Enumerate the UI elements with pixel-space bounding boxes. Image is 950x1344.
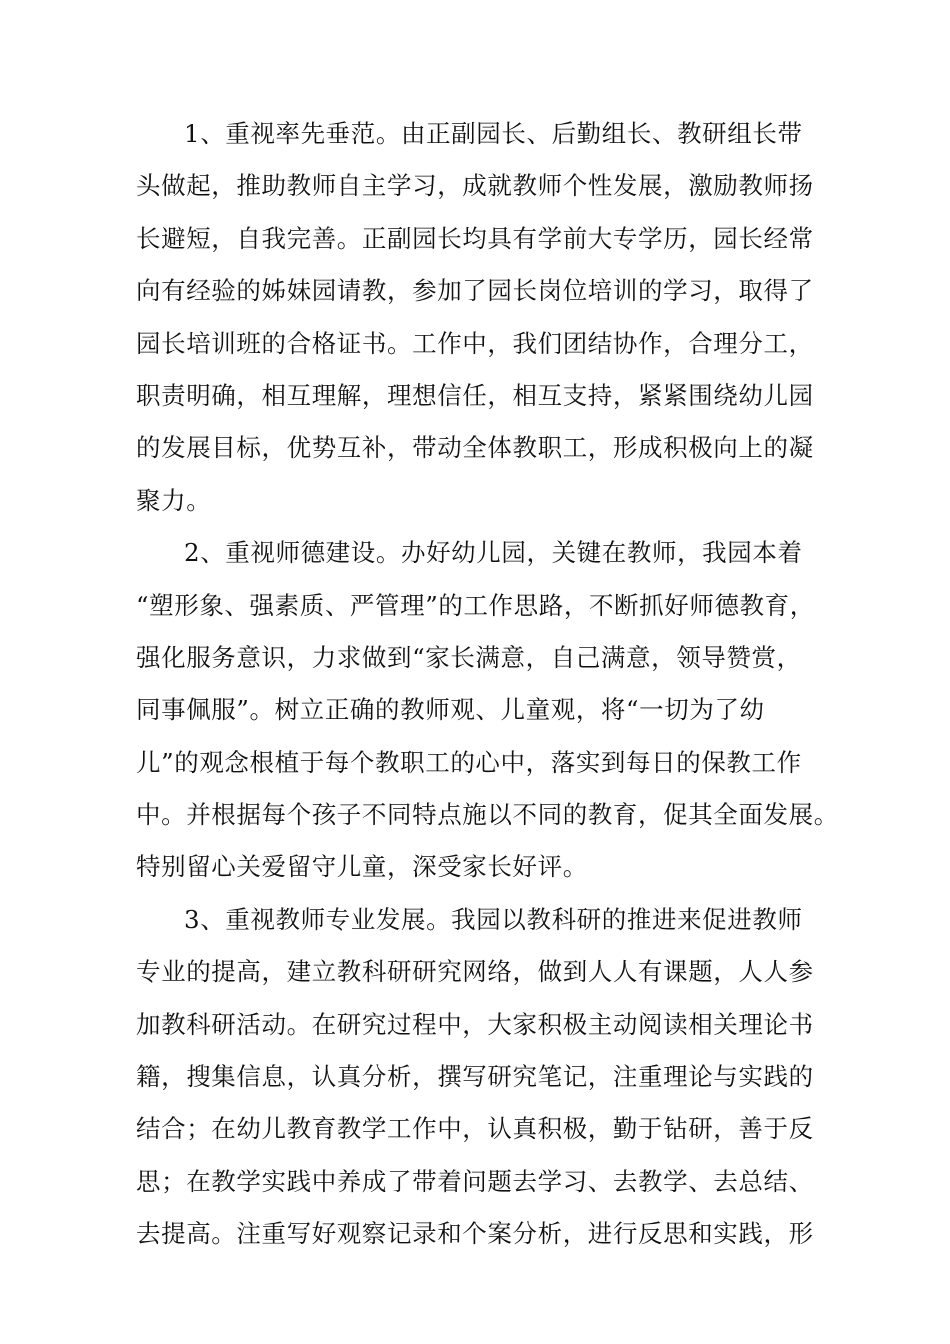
paragraph-line: 园长培训班的合格证书。工作中，我们团结协作，合理分工， [136,328,814,358]
paragraph-line: 特别留心关爱留守儿童，深受家长好评。 [136,852,588,882]
paragraph-line: 职责明确，相互理解，理想信任，相互支持，紧紧围绕幼儿园 [136,380,814,410]
paragraph-3 [136,894,856,1261]
paragraph-line: 加教科研活动。在研究过程中，大家积极主动阅读相关理论书 [136,1009,814,1039]
paragraph-line: 强化服务意识，力求做到“家长满意，自己满意，领导赞赏， [136,642,802,672]
document-body [136,108,856,1261]
paragraph-line: 长避短，自我完善。正副园长均具有学前大专学历，园长经常 [136,223,814,253]
paragraph-line: 2、重视师德建设。办好幼儿园，关键在教师，我园本着 [184,538,803,568]
paragraph-line: 儿”的观念根植于每个教职工的心中，落实到每日的保教工作 [136,747,802,777]
paragraph-line: 思；在教学实践中养成了带着问题去学习、去教学、去总结、 [136,1166,814,1196]
paragraph-line: 中。并根据每个孩子不同特点施以不同的教育，促其全面发展。 [136,800,839,830]
paragraph-line: 1、重视率先垂范。由正副园长、后勤组长、教研组长带 [184,119,803,148]
paragraph-line: 向有经验的姊妹园请教，参加了园长岗位培训的学习，取得了 [136,276,814,306]
paragraph-line: 结合；在幼儿教育教学工作中，认真积极，勤于钻研，善于反 [136,1114,814,1144]
paragraph-line: 的发展目标，优势互补，带动全体教职工，形成积极向上的凝 [136,433,814,463]
paragraph-line: 3、重视教师专业发展。我园以教科研的推进来促进教师 [184,904,803,934]
paragraph-line: 籍，搜集信息，认真分析，撰写研究笔记，注重理论与实践的 [136,1062,814,1092]
paragraph-line: 专业的提高，建立教科研研究网络，做到人人有课题，人人参 [136,957,814,987]
paragraph-line: 聚力。 [136,485,212,515]
paragraph-line: 去提高。注重写好观察记录和个案分析，进行反思和实践，形 [136,1219,814,1249]
paragraph-1 [136,108,856,527]
paragraph-line: “塑形象、强素质、严管理”的工作思路，不断抓好师德教育， [136,590,815,620]
paragraph-line: 同事佩服”。树立正确的教师观、儿童观，将“一切为了幼 [136,695,765,725]
paragraph-line: 头做起，推助教师自主学习，成就教师个性发展，激励教师扬 [136,171,814,201]
paragraph-2 [136,527,856,894]
